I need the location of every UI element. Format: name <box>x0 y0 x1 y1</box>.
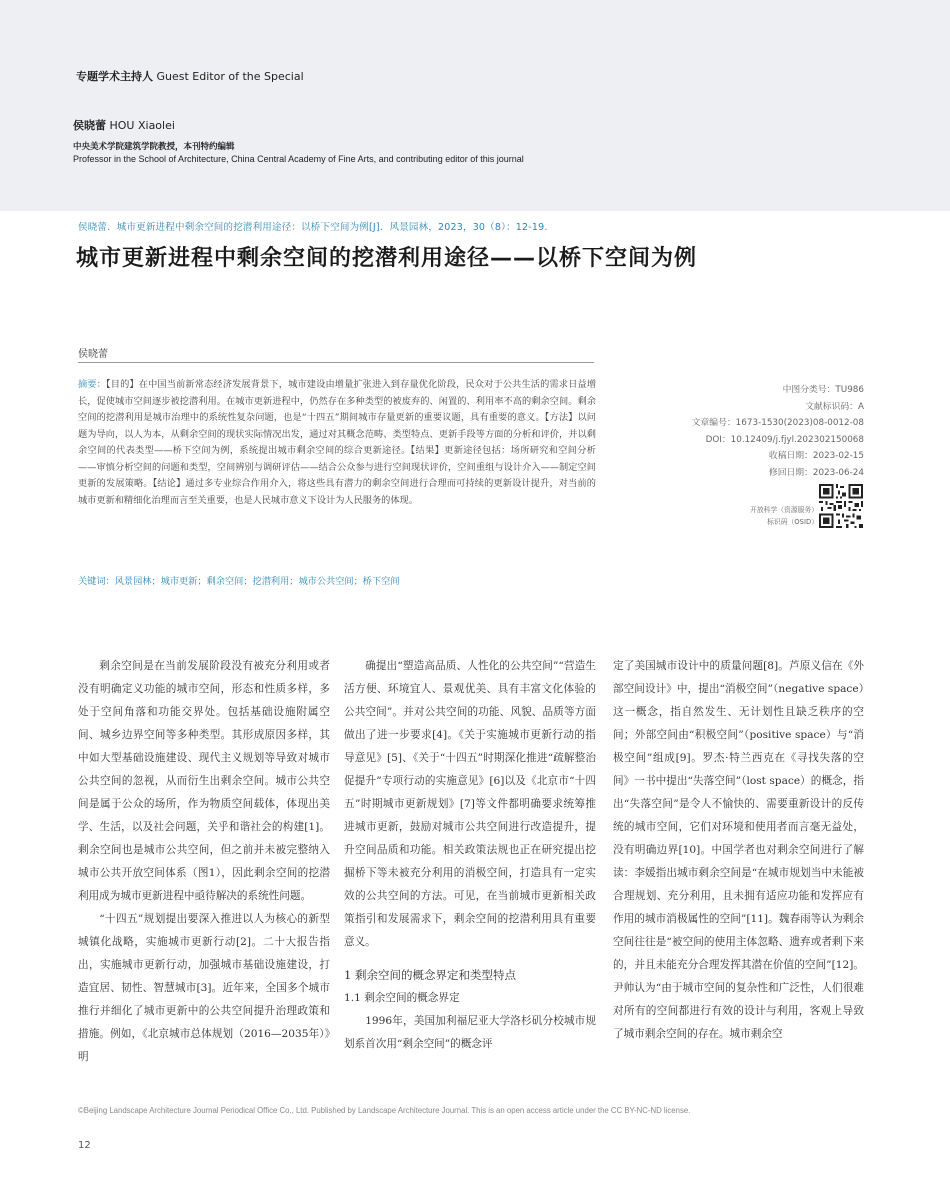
abstract-text: 【目的】在中国当前新常态经济发展背景下，城市建设由增量扩张进入到存量优化阶段，民众对于公共生活的需求日益增长，促使城市空间逐步被挖潜利用。在城市更新进程中，仍然存在多种类型的被废弃的、闲置的、利用率不高的剩余空间。剩余空间的挖潜利用是城市治理中的系统性复杂问题，也是“十四五”期间城市存量更新的重要议题，具有重要的意义。【方法】以问题为导向，以人为本，从剩余空间的现状实际情况出发，通过对其概念范畴、类型特点、更新手段等方面的分析和评价，并以剩余空间的代表类型——桥下空间为例，系统提出城市剩余空间的综合更新途径。【结果】更新途径包括：场所研究和空间分析——审慎分析空间的问题和类型，空间辨别与调研评估——结合公众参与进行空间现状评价，空间重组与设计介入——制定空间更新的发展策略。【结论】通过多专业综合作用介入，将这些具有潜力的剩余空间进行合理而可持续的更新设计提升，对当前的城市更新和精细化治理而言至关重要，也是人民城市意义下设计为人民服务的体现。 <box>78 379 597 506</box>
section-spacer <box>344 954 596 964</box>
osid-qr-code-icon[interactable] <box>819 484 863 528</box>
abstract-label: 摘要： <box>78 379 107 390</box>
osid-label <box>728 504 818 528</box>
body-column-1 <box>78 655 330 1095</box>
meta-doc-code: 文献标识码：A <box>805 401 864 412</box>
meta-article-no: 文章编号：1673-1530(2023)08-0012-08 <box>691 418 864 429</box>
keywords-block <box>78 574 596 590</box>
guest-editor-name-cn: 侯晓蕾 <box>73 119 106 132</box>
page-number: 12 <box>78 1140 91 1151</box>
guest-editor-affiliation-cn: 中央美术学院建筑学院教授，本刊特约编辑 <box>73 142 235 152</box>
article-author: 侯晓蕾 <box>78 349 108 360</box>
keywords-text[interactable]: 风景园林；城市更新；剩余空间；挖潜利用；城市公共空间；桥下空间 <box>114 576 400 587</box>
meta-doi[interactable]: DOI：10.12409/j.fjyl.202302150068 <box>705 434 864 445</box>
guest-editor-affiliation-en: Professor in the School of Architecture, China Central Academy of Fine Arts, and contributing editor of this journal <box>73 154 524 164</box>
body-paragraph: 确提出“塑造高品质、人性化的公共空间”“营造生活方便、环境宜人、景观优美、具有丰富文化体验的公共空间”。并对公共空间的功能、风貌、品质等方面做出了进一步要求[4]。《关于实施城市更新行动的指导意见》[5]、《关于“十四五”时期深化推进“疏解整治促提升”专项行动的实施意见》[6]以及《北京市“十四五”时期城市更新规划》[7]等文件都明确要求统筹推进城市更新，鼓励对城市公共空间进行改造提升，提升空间品质和功能。相关政策法规也正在研究提出挖掘桥下等未被充分利用的消极空间，打造具有一定实效的公共空间的方法。可见，在当前城市更新相关政策指引和发展需求下，剩余空间的挖潜利用具有重要意义。 <box>344 660 596 948</box>
body-column-2 <box>344 655 596 1095</box>
article-title: 城市更新进程中剩余空间的挖潜利用途径——以桥下空间为例 <box>76 246 698 271</box>
body-paragraph: 定了美国城市设计中的质量问题[8]。芦原义信在《外部空间设计》中，提出“消极空间”（negative space）这一概念，指自然发生、无计划性且缺乏秩序的空间；外部空间由“积极空间”（positive space）与“消极空间”组成[9]。罗杰·特兰西克在《寻找失落的空间》一书中提出“失落空间”（lost space）的概念，指出“失落空间”是令人不愉快的、需要重新设计的反传统的城市空间，它们对环境和使用者而言毫无益处，没有明确边界[10]。中国学者也对剩余空间进行了解读：李媛指出城市剩余空间是“在城市规划当中未能被合理规划、充分利用，且未拥有适应功能和发挥应有作用的城市消极属性的空间”[11]。魏春雨等认为剩余空间往往是“被空间的使用主体忽略、遗弃或者剩下来的，并且未能充分合理发挥其潜在价值的空间”[12]。尹帅认为“由于城市空间的复杂性和广泛性，人们很难对所有的空间都进行有效的设计与利用，客观上导致了城市剩余空间的存在。城市剩余空 <box>613 660 864 1040</box>
guest-editor-heading <box>76 68 304 84</box>
body-paragraph: 1996年，美国加利福尼亚大学洛杉矶分校城市规划系首次用“剩余空间”的概念评 <box>344 1015 596 1050</box>
abstract-block <box>78 377 596 509</box>
guest-editor-name <box>73 117 175 133</box>
copyright-notice: ©Beijing Landscape Architecture Journal Periodical Office Co., Ltd. Published by Landscape Architecture Journal. This is an open access article under the CC BY-NC-ND license. <box>78 1106 691 1115</box>
body-column-3 <box>613 655 864 1095</box>
citation-line[interactable]: 侯晓蕾．城市更新进程中剩余空间的挖潜利用途径：以桥下空间为例[J]．风景园林，2023，30（8）：12-19. <box>78 222 548 233</box>
guest-editor-heading-cn: 专题学术主持人 <box>76 70 153 83</box>
meta-revised: 修回日期：2023-06-24 <box>768 467 864 478</box>
meta-received: 收稿日期：2023-02-15 <box>768 451 864 462</box>
body-paragraph: 剩余空间是在当前发展阶段没有被充分利用或者没有明确定义功能的城市空间，形态和性质多样，多处于空间角落和功能交界处。包括基础设施附属空间、城乡边界空间等多种类型。其形成原因多样，其中如大型基础设施建设、现代主义规划等导致对城市公共空间的忽视，从而衍生出剩余空间。城市公共空间是属于公众的场所，作为物质空间载体，体现出美学、生活，以及社会问题，关乎和谐社会的构建[1]。剩余空间也是城市公共空间，但之前并未被完整纳入城市公共开放空间体系（图1），因此剩余空间的挖潜利用成为城市更新进程中亟待解决的系统性问题。 <box>78 660 330 902</box>
author-divider <box>78 362 594 363</box>
article-metadata <box>664 382 864 482</box>
guest-editor-band <box>0 0 950 211</box>
guest-editor-name-en: HOU Xiaolei <box>109 119 175 132</box>
osid-line-1: 开放科学（资源服务） <box>750 506 818 514</box>
subsection-heading-1-1: 1.1 剩余空间的概念界定 <box>344 992 460 1004</box>
body-paragraph: “十四五”规划提出要深入推进以人为核心的新型城镇化战略，实施城市更新行动[2]。二十大报告指出，实施城市更新行动，加强城市基础设施建设，打造宜居、韧性、智慧城市[3]。近年来，全国多个城市推行并细化了城市更新中的公共空间提升治理政策和措施。例如，《北京城市总体规划（2016—2035年）》明 <box>78 913 330 1063</box>
meta-clc: 中图分类号：TU986 <box>782 385 864 395</box>
guest-editor-heading-en: Guest Editor of the Special <box>156 70 304 83</box>
section-heading-1: 1 剩余空间的概念界定和类型特点 <box>344 968 516 982</box>
osid-line-2: 标识码（OSID） <box>767 518 818 526</box>
keywords-label: 关键词： <box>78 576 115 587</box>
